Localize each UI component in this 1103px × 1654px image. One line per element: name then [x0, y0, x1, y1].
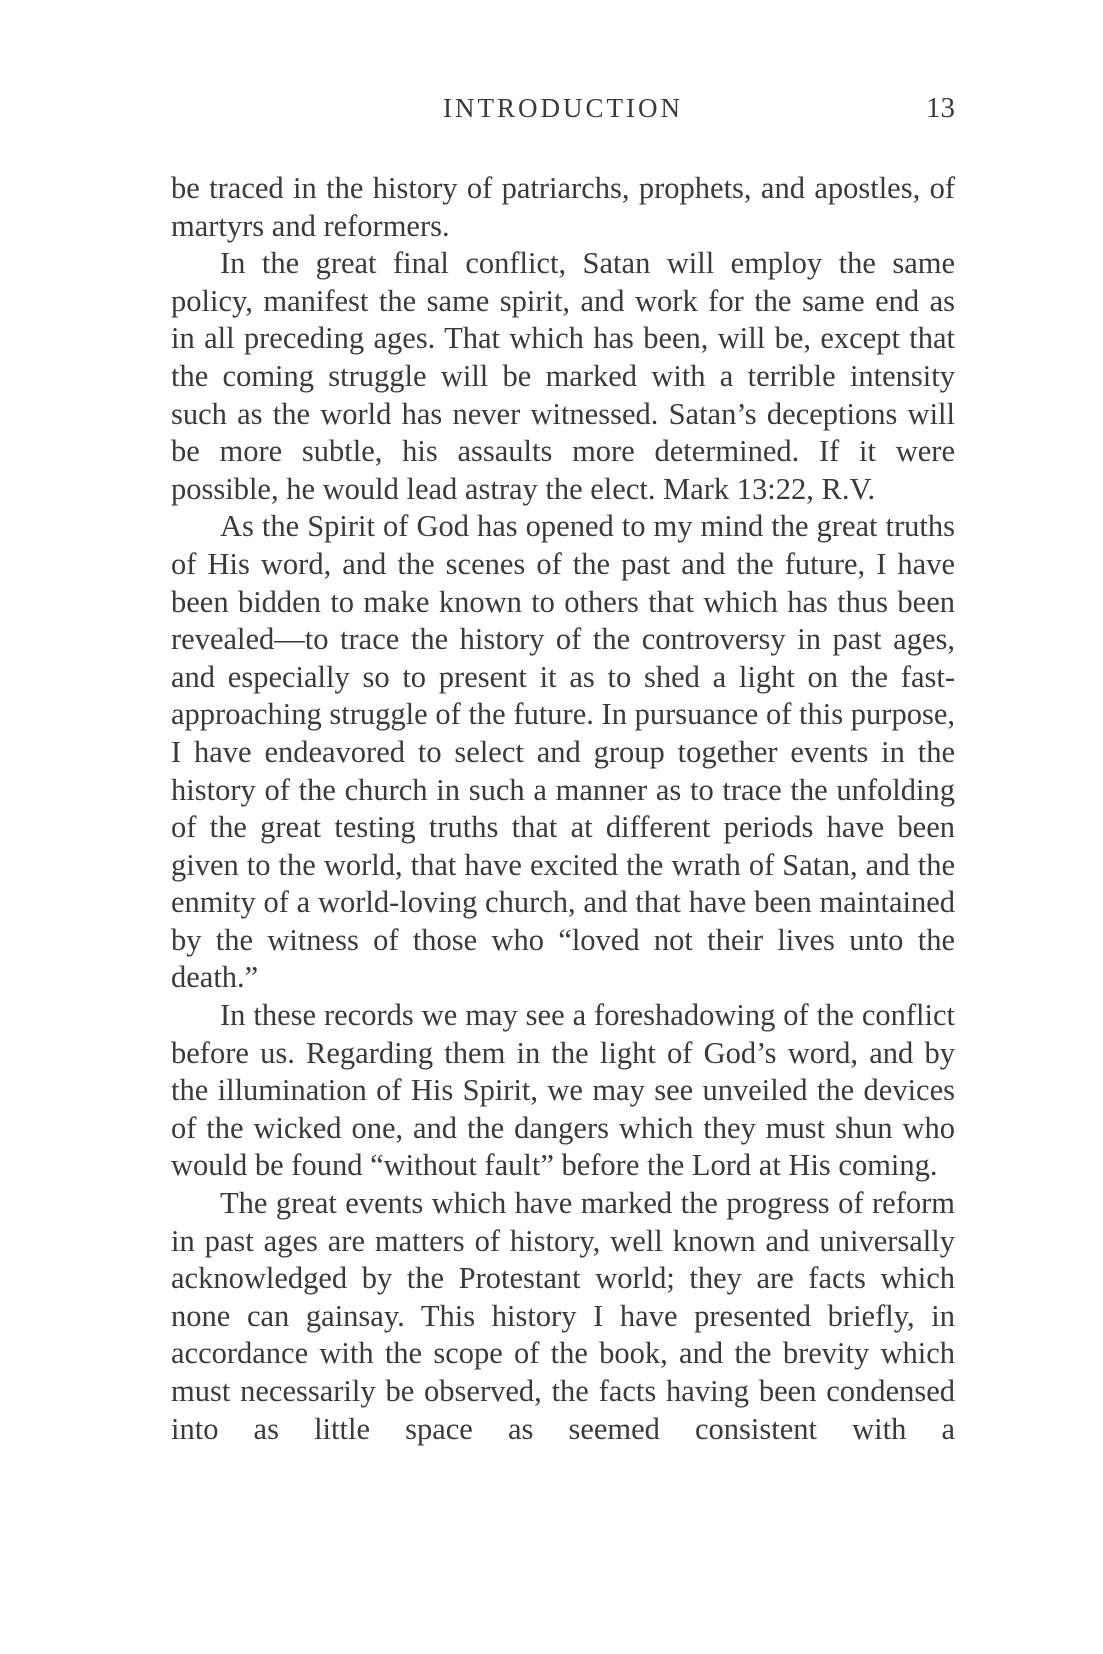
text-body [171, 170, 955, 1448]
page-number: 13 [926, 92, 955, 124]
paragraph: In the great final conflict, Satan will employ the same policy, manifest the same spirit, and work for the same end as in all preceding ages. That which has been, will be, except that the coming struggle will be marked with a terrible intensity such as the world has never witnessed. Satan’s deceptions will be more subtle, his assaults more determined. If it were possible, he would lead astray the elect. Mark 13:22, R.V. [171, 246, 955, 506]
paragraph: be traced in the history of patriarchs, prophets, and apostles, of martyrs and reformers. [171, 171, 955, 243]
paragraph: The great events which have marked the progress of reform in past ages are matters of history, well known and universally acknowledged by the Protestant world; they are facts which none can gainsay. This history I have presented briefly, in accordance with the scope of the book, and the brevity which must necessarily be observed, the facts having been condensed into as little space as seemed consistent with a [171, 1186, 955, 1446]
paragraph: In these records we may see a foreshadowing of the conflict before us. Regarding them in the light of God’s word, and by the illumination of His Spirit, we may see unveiled the devices of the wicked one, and the dangers which they must shun who would be found “without fault” before the Lord at His coming. [171, 998, 955, 1183]
paragraph: As the Spirit of God has opened to my mind the great truths of His word, and the scenes of the past and the future, I have been bidden to make known to others that which has thus been revealed—to trace the history of the controversy in past ages, and especially so to present it as to shed a light on the fast-approaching struggle of the future. In pursuance of this purpose, I have endeavored to select and group together events in the history of the church in such a manner as to trace the unfolding of the great testing truths that at different periods have been given to the world, that have excited the wrath of Satan, and the enmity of a world-loving church, and that have been maintained by the witness of those who “loved not their lives unto the death.” [171, 509, 955, 995]
running-title: INTRODUCTION [443, 93, 683, 123]
running-head [171, 88, 955, 128]
